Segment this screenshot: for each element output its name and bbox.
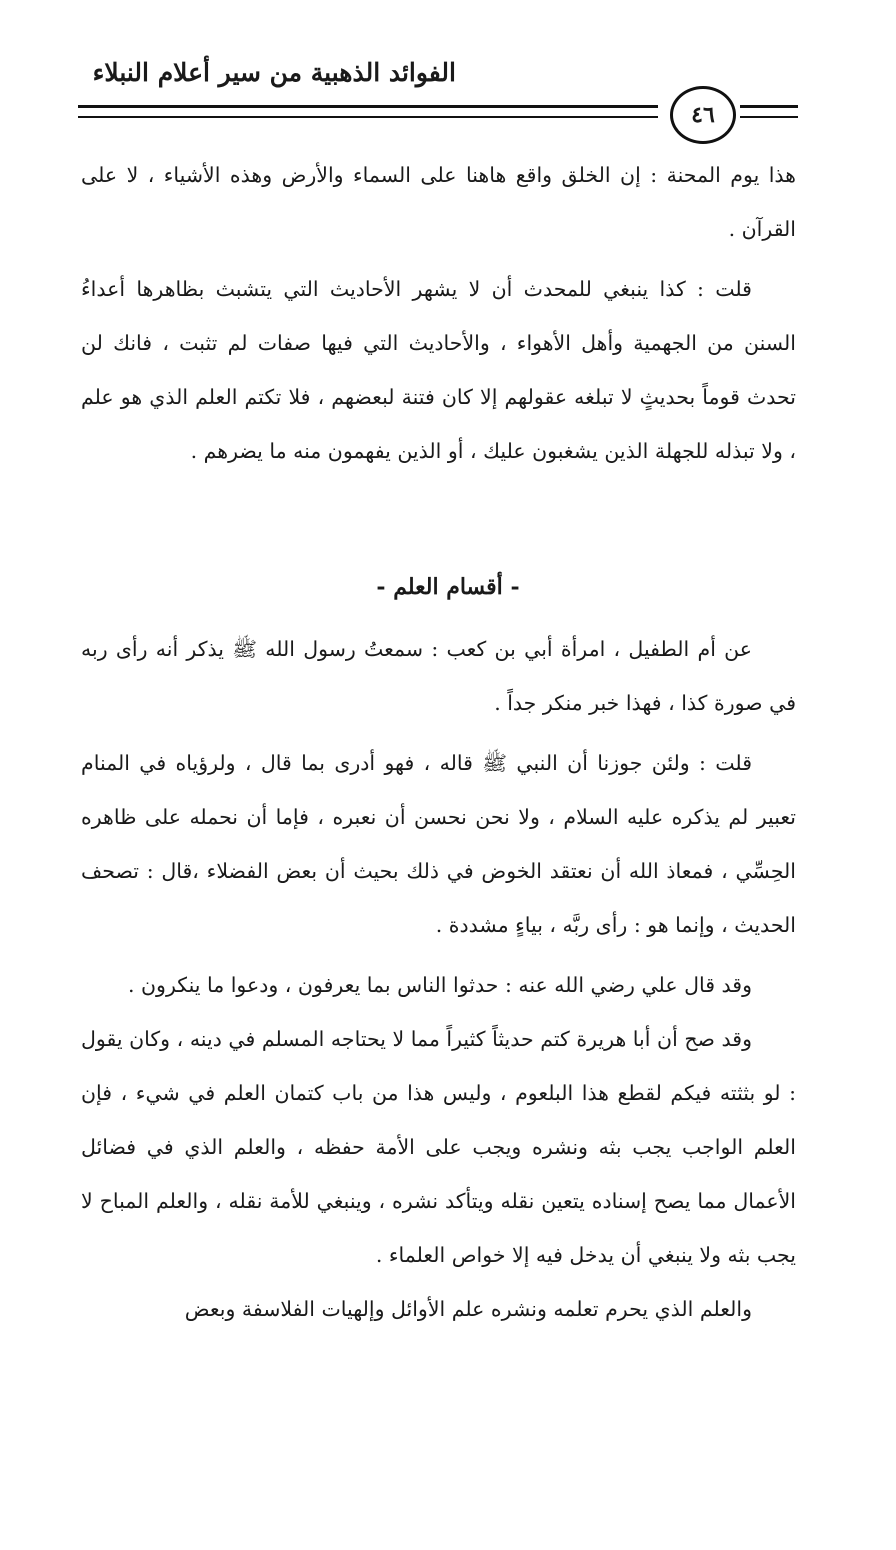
body-text-top	[81, 148, 796, 478]
header-rule-upper	[78, 105, 658, 108]
paragraph: قلت : كذا ينبغي للمحدث أن لا يشهر الأحاديث التي يتشبث بظاهرها أعداءُ السنن من الجهمية وأهل الأهواء ، والأحاديث التي فيها صفات لم تثبت ، فانك لن تحدث قوماً بحديثٍ لا تبلغه عقولهم إلا كان فتنة لبعضهم ، فلا تكتم العلم الذي هو علم ، ولا تبذله للجهلة الذين يشغبون عليك ، أو الذين يفهمون منه ما يضرهم .	[81, 277, 796, 463]
paragraph: والعلم الذي يحرم تعلمه ونشره علم الأوائل وإلهيات الفلاسفة وبعض	[184, 1297, 752, 1321]
paragraph: هذا يوم المحنة : إن الخلق واقع هاهنا على السماء والأرض وهذه الأشياء ، لا على القرآن .	[81, 163, 796, 241]
header-rule-right-lower	[740, 116, 798, 118]
book-title: الفوائد الذهبية من سير أعلام النبلاء	[92, 58, 456, 87]
paragraph: قلت : ولئن جوزنا أن النبي ﷺ قاله ، فهو أدرى بما قال ، ولرؤياه في المنام تعبير لم يذكره عليه السلام ، ولا نحن نحسن أن نعبره ، فإما أن نحمله على ظاهره الحِسِّي ، فمعاذ الله أن نعتقد الخوض في ذلك بحيث أن بعض الفضلاء ،قال : تصحف الحديث ، وإنما هو : رأى ربَّه ، بياءٍ مشددة .	[81, 751, 796, 937]
section-heading: - أقسام العلم -	[376, 574, 520, 600]
body-text-bottom	[81, 622, 796, 1336]
paragraph: وقد صح أن أبا هريرة كتم حديثاً كثيراً مما لا يحتاجه المسلم في دينه ، وكان يقول : لو بثثته فيكم لقطع هذا البلعوم ، وليس هذا من باب كتمان العلم في شيء ، فإن العلم الواجب يجب بثه ونشره ويجب على الأمة حفظه ، والعلم الذي في فضائل الأعمال مما يصح إسناده يتعين نقله ويتأكد نشره ، وينبغي للأمة نقله ، والعلم المباح لا يجب بثه ولا ينبغي أن يدخل فيه إلا خواص العلماء .	[81, 1027, 796, 1267]
header-rule-lower	[78, 116, 658, 118]
header-rule-right	[740, 105, 798, 108]
page-number: ٤٦	[670, 86, 736, 144]
paragraph: وقد قال علي رضي الله عنه : حدثوا الناس بما يعرفون ، ودعوا ما ينكرون .	[127, 973, 752, 997]
paragraph: عن أم الطفيل ، امرأة أبي بن كعب : سمعتُ رسول الله ﷺ يذكر أنه رأى ربه في صورة كذا ، فهذا خبر منكر جداً .	[81, 637, 796, 715]
